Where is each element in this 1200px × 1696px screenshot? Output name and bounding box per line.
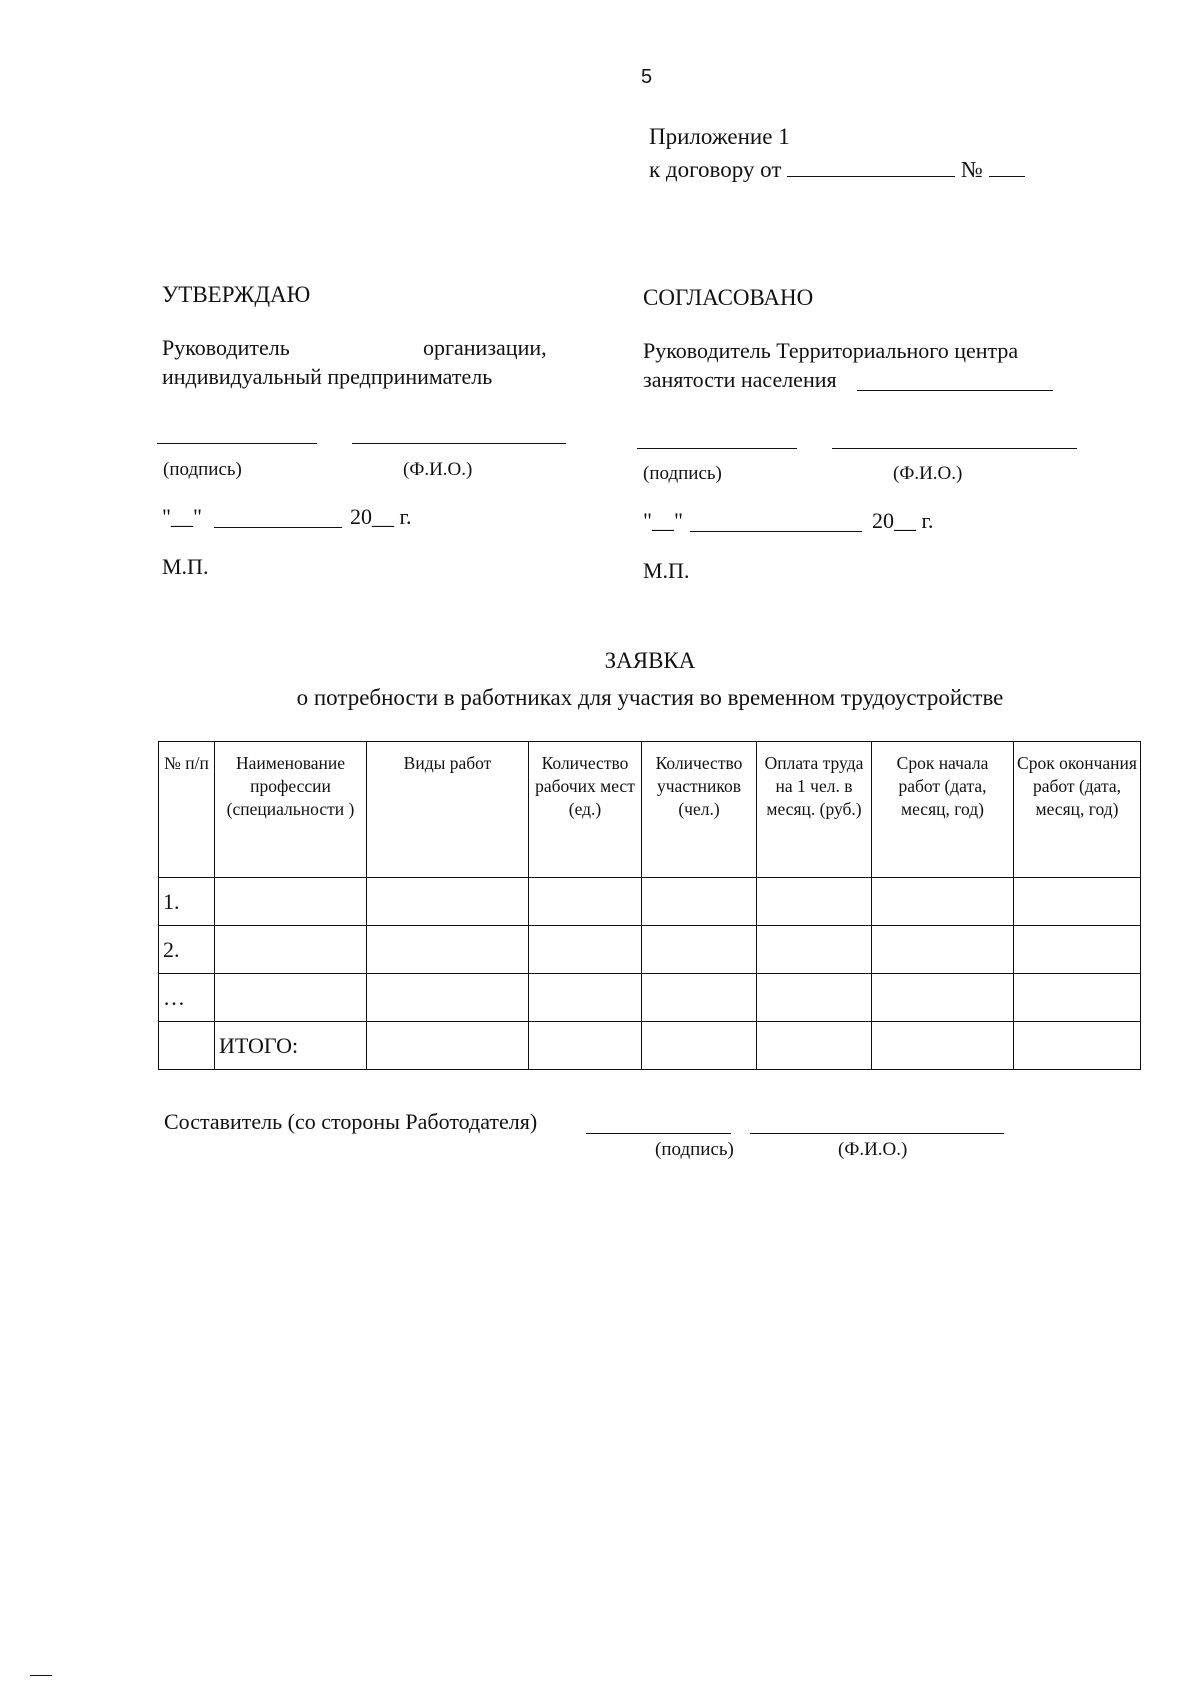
table-row — [159, 974, 1141, 1022]
agreed-signature-label: (подпись) — [643, 463, 722, 484]
table-cell[interactable] — [872, 974, 1014, 1022]
agreed-signature-line[interactable] — [637, 448, 797, 449]
request-title: ЗАЯВКА — [604, 648, 696, 673]
table-cell[interactable] — [367, 926, 529, 974]
table-cell[interactable] — [529, 1022, 642, 1070]
agreed-role-line1: Руководитель Территориального центра — [643, 338, 1019, 363]
table-row — [159, 878, 1141, 926]
appendix-header — [649, 120, 1025, 186]
approve-name-label: (Ф.И.О.) — [403, 459, 473, 480]
column-header: Оплата труда на 1 чел. в месяц. (руб.) — [757, 742, 872, 878]
request-table — [158, 741, 1141, 1070]
agreed-name-label: (Ф.И.О.) — [893, 463, 963, 484]
table-cell[interactable] — [757, 1022, 872, 1070]
agreed-role-line2: занятости населения — [643, 367, 837, 392]
approve-date-year: 20__ г. — [350, 504, 412, 529]
agreed-date-year: 20__ г. — [872, 508, 934, 533]
table-cell[interactable] — [757, 926, 872, 974]
table-cell[interactable] — [529, 974, 642, 1022]
column-header: Виды работ — [367, 742, 529, 878]
table-cell[interactable] — [215, 878, 367, 926]
contract-date-blank[interactable] — [787, 156, 955, 177]
contract-number-blank[interactable] — [989, 156, 1025, 177]
table-cell[interactable] — [367, 974, 529, 1022]
table-cell[interactable] — [215, 974, 367, 1022]
number-sign: № — [960, 157, 983, 182]
column-header: Срок окончания работ (дата, месяц, год) — [1014, 742, 1141, 878]
table-cell: 2. — [159, 926, 215, 974]
page-number: 5 — [641, 66, 653, 88]
table-cell[interactable] — [1014, 974, 1141, 1022]
table-cell[interactable] — [529, 878, 642, 926]
approve-date-quotes: "__" — [162, 504, 202, 529]
approve-heading: УТВЕРЖДАЮ — [162, 282, 311, 307]
compiler-name-label: (Ф.И.О.) — [838, 1139, 908, 1160]
approve-signature-line[interactable] — [157, 443, 317, 444]
compiler-label: Составитель (со стороны Работодателя) — [164, 1109, 538, 1134]
column-header: Количество рабочих мест (ед.) — [529, 742, 642, 878]
agreed-date-month-line[interactable] — [690, 531, 862, 532]
table-cell[interactable] — [642, 926, 757, 974]
table-cell[interactable] — [872, 1022, 1014, 1070]
table-cell[interactable] — [367, 1022, 529, 1070]
table-cell[interactable] — [1014, 1022, 1141, 1070]
column-header: Количество участников (чел.) — [642, 742, 757, 878]
approve-stamp: М.П. — [162, 554, 209, 579]
table-cell[interactable] — [215, 926, 367, 974]
table-cell[interactable] — [757, 974, 872, 1022]
table-cell: 1. — [159, 878, 215, 926]
table-cell[interactable] — [1014, 926, 1141, 974]
total-label: ИТОГО: — [215, 1022, 367, 1070]
agreed-center-name-line[interactable] — [857, 390, 1053, 391]
table-cell[interactable] — [1014, 878, 1141, 926]
appendix-contract-line — [649, 153, 1025, 186]
approve-role-line2: индивидуальный предприниматель — [162, 364, 493, 389]
table-cell[interactable] — [367, 878, 529, 926]
compiler-signature-line[interactable] — [586, 1133, 731, 1134]
table-total-row — [159, 1022, 1141, 1070]
compiler-name-line[interactable] — [750, 1133, 1004, 1134]
table-cell[interactable] — [642, 878, 757, 926]
table-cell[interactable] — [529, 926, 642, 974]
approve-signature-label: (подпись) — [163, 459, 242, 480]
scan-mark — [30, 1675, 52, 1676]
agreed-stamp: М.П. — [643, 558, 690, 583]
table-cell[interactable] — [757, 878, 872, 926]
table-cell: … — [159, 974, 215, 1022]
column-header: № п/п — [159, 742, 215, 878]
approve-role-word2: организации, — [423, 335, 547, 360]
table-cell[interactable] — [642, 1022, 757, 1070]
request-subtitle: о потребности в работниках для участия во временном трудоустройстве — [296, 685, 1004, 710]
approve-name-line[interactable] — [352, 443, 566, 444]
table-row — [159, 926, 1141, 974]
table-cell[interactable] — [872, 926, 1014, 974]
compiler-signature-label: (подпись) — [655, 1139, 734, 1160]
approve-role-word1: Руководитель — [162, 335, 290, 360]
contract-prefix: к договору от — [649, 157, 782, 182]
table-cell[interactable] — [642, 974, 757, 1022]
agreed-heading: СОГЛАСОВАНО — [643, 285, 814, 310]
agreed-name-line[interactable] — [832, 448, 1077, 449]
table-header-row — [159, 742, 1141, 878]
appendix-title: Приложение 1 — [649, 124, 790, 149]
table-cell — [159, 1022, 215, 1070]
column-header: Срок начала работ (дата, месяц, год) — [872, 742, 1014, 878]
agreed-date-quotes: "__" — [643, 508, 683, 533]
approve-date-month-line[interactable] — [214, 527, 342, 528]
column-header: Наименование профессии (специальности ) — [215, 742, 367, 878]
table-cell[interactable] — [872, 878, 1014, 926]
